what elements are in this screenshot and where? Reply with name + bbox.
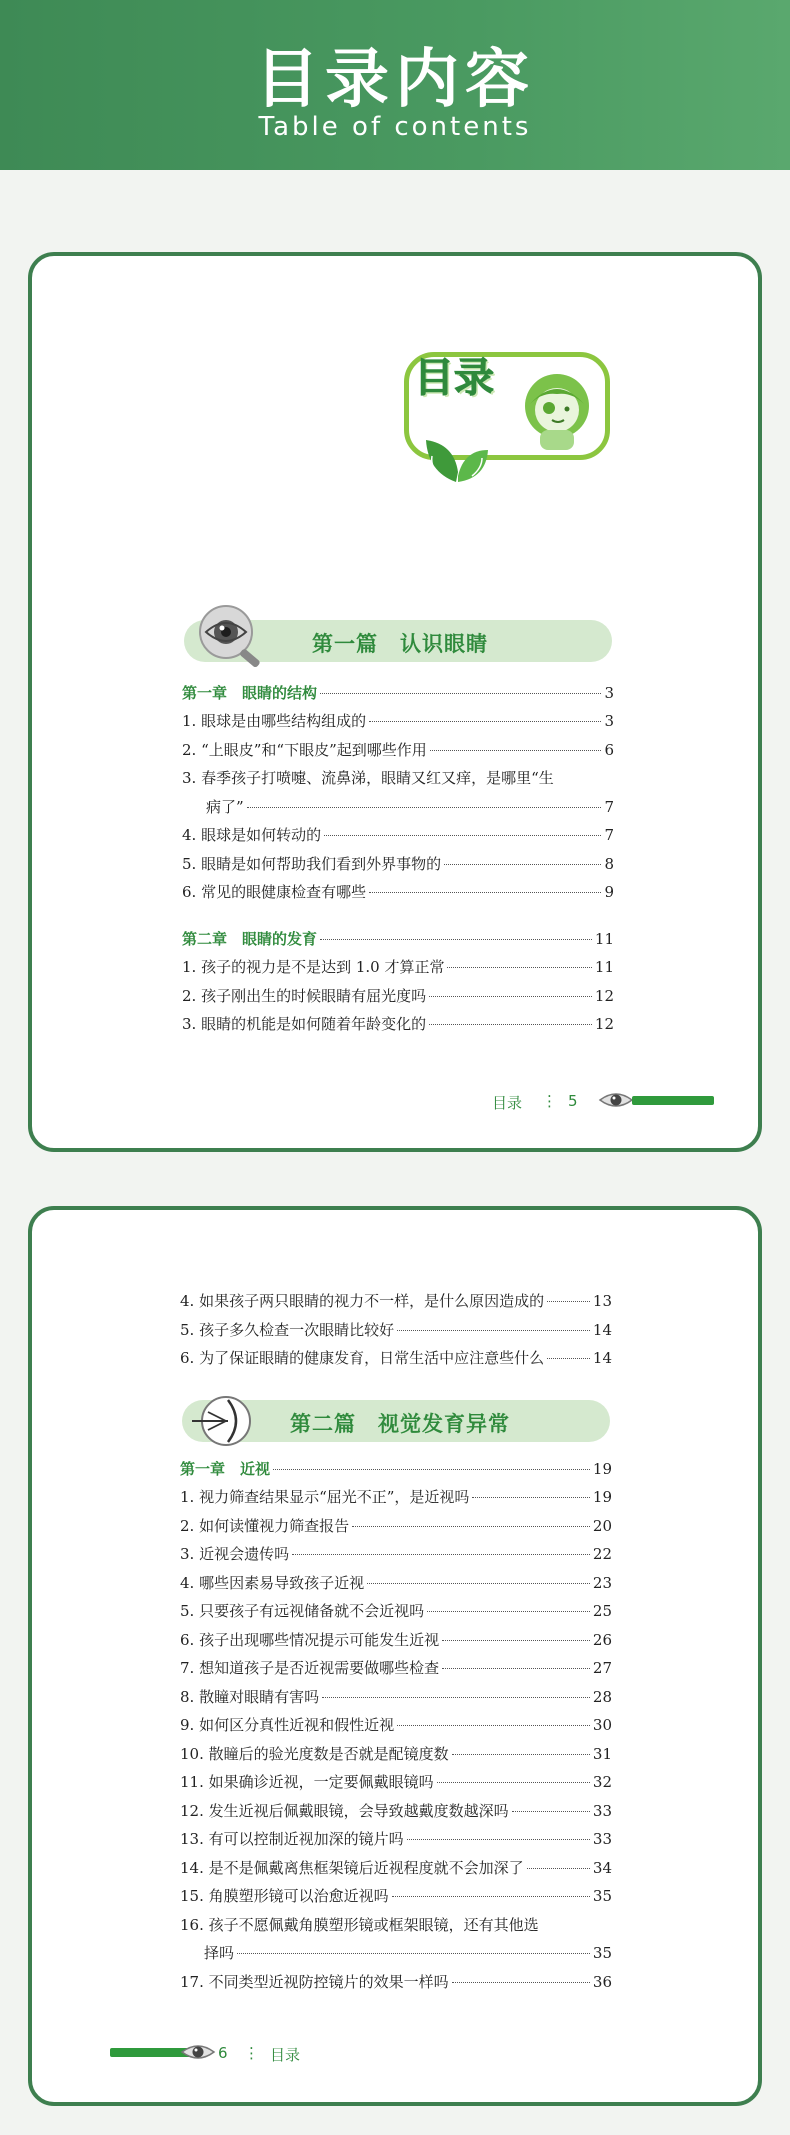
- dot-leader: [447, 967, 591, 968]
- entry-title: 11. 如果确诊近视，一定要佩戴眼镜吗: [180, 1773, 434, 1791]
- page-number: 36: [592, 1972, 612, 1991]
- page-number: 23: [592, 1573, 612, 1592]
- toc-entry-line2[interactable]: [182, 796, 614, 825]
- chapter-row[interactable]: [180, 1458, 612, 1486]
- page-number: 19: [592, 1488, 612, 1506]
- toc-entry[interactable]: [182, 956, 614, 985]
- toc-entry[interactable]: [180, 1657, 612, 1686]
- toc-page-5: [28, 252, 762, 1152]
- magnifier-eye-icon: [196, 602, 272, 668]
- footer-separator: ⋮: [244, 2044, 259, 2062]
- toc-entry[interactable]: [182, 739, 614, 768]
- dot-leader: [444, 864, 601, 865]
- footer-separator: ⋮: [542, 1092, 557, 1110]
- footer-page-number: 5: [568, 1092, 578, 1110]
- chapter-title: 第一章 眼睛的结构: [182, 684, 318, 702]
- entry-title: 14. 是不是佩戴离焦框架镜后近视程度就不会加深了: [180, 1858, 524, 1877]
- toc-entry[interactable]: [180, 1572, 612, 1601]
- logo-text: 目录: [414, 355, 494, 401]
- footer-label: 目录: [270, 2046, 301, 2064]
- toc-entry[interactable]: [182, 1013, 614, 1042]
- page-number: 14: [592, 1320, 612, 1339]
- toc-entry[interactable]: [180, 1885, 612, 1914]
- entry-title: 5. 眼睛是如何帮助我们看到外界事物的: [182, 854, 442, 873]
- page-subtitle: Table of contents: [258, 112, 532, 142]
- dot-leader: [527, 1868, 590, 1869]
- chapter-row[interactable]: [182, 928, 614, 957]
- page-number: 7: [604, 797, 614, 816]
- toc-entry[interactable]: [182, 824, 614, 853]
- entry-title: 4. 眼球是如何转动的: [182, 826, 322, 844]
- page-number: 6: [604, 740, 614, 759]
- entry-title: 3. 眼睛的机能是如何随着年龄变化的: [182, 1015, 427, 1033]
- dot-leader: [437, 1782, 590, 1783]
- dot-leader: [322, 1697, 590, 1698]
- page-number: 9: [604, 883, 614, 901]
- footer-page-number: 6: [218, 2044, 228, 2062]
- page-number: 34: [592, 1858, 612, 1877]
- dot-leader: [452, 1754, 590, 1755]
- entry-title: 5. 只要孩子有远视储备就不会近视吗: [180, 1602, 425, 1620]
- toc-entry[interactable]: [180, 1543, 612, 1572]
- page-number: 12: [594, 986, 614, 1005]
- toc-list: [180, 1458, 612, 1999]
- page-number: 25: [592, 1602, 612, 1620]
- entry-title: 13. 有可以控制近视加深的镜片吗: [180, 1830, 404, 1848]
- page-number: 27: [592, 1659, 612, 1677]
- page-number: 8: [604, 854, 614, 873]
- toc-list: [182, 682, 614, 1042]
- page-number: 30: [592, 1716, 612, 1734]
- entry-title: 1. 眼球是由哪些结构组成的: [182, 712, 367, 730]
- dot-leader: [472, 1497, 589, 1498]
- entry-title-continued: 病了”: [206, 797, 244, 816]
- dot-leader: [430, 750, 602, 751]
- toc-entry[interactable]: [180, 1600, 612, 1629]
- toc-entry[interactable]: [180, 1800, 612, 1829]
- girl-illustration-icon: [512, 364, 602, 454]
- entry-title: 5. 孩子多久检查一次眼睛比较好: [180, 1320, 395, 1339]
- toc-entry[interactable]: [182, 710, 614, 739]
- page-number: 31: [592, 1744, 612, 1763]
- dot-leader: [442, 1668, 590, 1669]
- page-number: 35: [592, 1944, 612, 1962]
- chapter-title: 第二章 眼睛的发育: [182, 929, 318, 948]
- page-number: 14: [592, 1349, 612, 1367]
- entry-title: 2. “上眼皮”和“下眼皮”起到哪些作用: [182, 740, 427, 759]
- dot-leader: [547, 1301, 590, 1302]
- footer-label: 目录: [492, 1094, 523, 1112]
- toc-entry-line1[interactable]: [180, 1914, 612, 1943]
- toc-entry[interactable]: [180, 1828, 612, 1857]
- dot-leader: [320, 939, 592, 940]
- dot-leader: [397, 1725, 590, 1726]
- dot-leader: [452, 1982, 590, 1983]
- entry-title: 12. 发生近视后佩戴眼镜，会导致越戴度数越深吗: [180, 1801, 509, 1820]
- toc-entry[interactable]: [180, 1857, 612, 1886]
- dot-leader: [512, 1811, 590, 1812]
- toc-entry[interactable]: [180, 1319, 612, 1348]
- dot-leader: [397, 1330, 590, 1331]
- entry-title: 1. 视力筛查结果显示“屈光不正”，是近视吗: [180, 1488, 470, 1506]
- entry-title: 2. 如何读懂视力筛查报告: [180, 1516, 350, 1535]
- part-title: 第一篇 认识眼睛: [312, 632, 488, 656]
- entry-title: 4. 如果孩子两只眼睛的视力不一样，是什么原因造成的: [180, 1292, 545, 1310]
- entry-title: 16. 孩子不愿佩戴角膜塑形镜或框架眼镜，还有其他选: [180, 1915, 539, 1934]
- page-number: 3: [604, 684, 614, 702]
- toc-entry[interactable]: [180, 1686, 612, 1715]
- entry-title: 6. 为了保证眼睛的健康发育，日常生活中应注意些什么: [180, 1349, 545, 1367]
- dot-leader: [273, 1469, 590, 1470]
- dot-leader: [320, 693, 601, 694]
- page-number: 7: [604, 826, 614, 844]
- page-number: 11: [594, 929, 614, 948]
- toc-entry-line1[interactable]: [182, 767, 614, 796]
- toc-entry[interactable]: [180, 1629, 612, 1658]
- toc-entry[interactable]: [180, 1515, 612, 1544]
- leaf-icon: [420, 422, 492, 492]
- entry-title: 17. 不同类型近视防控镜片的效果一样吗: [180, 1972, 449, 1991]
- entry-title: 10. 散瞳后的验光度数是否就是配镜度数: [180, 1744, 449, 1763]
- dot-leader: [367, 1583, 590, 1584]
- toc-list: [180, 1290, 612, 1376]
- entry-title: 3. 春季孩子打喷嚏、流鼻涕，眼睛又红又痒，是哪里“生: [182, 769, 554, 787]
- entry-title: 4. 哪些因素易导致孩子近视: [180, 1573, 365, 1592]
- dot-leader: [392, 1896, 590, 1897]
- dot-leader: [237, 1953, 590, 1954]
- dot-leader: [429, 996, 592, 997]
- toc-entry[interactable]: [180, 1743, 612, 1772]
- entry-title: 2. 孩子刚出生的时候眼睛有屈光度吗: [182, 986, 427, 1005]
- entry-title: 1. 孩子的视力是不是达到 1.0 才算正常: [182, 958, 445, 976]
- dot-leader: [369, 892, 601, 893]
- entry-title: 7. 想知道孩子是否近视需要做哪些检查: [180, 1659, 440, 1677]
- toc-entry[interactable]: [180, 1290, 612, 1319]
- dot-leader: [292, 1554, 590, 1555]
- page-number: 20: [592, 1516, 612, 1535]
- dot-leader: [547, 1358, 590, 1359]
- toc-entry[interactable]: [180, 1771, 612, 1800]
- dot-leader: [324, 835, 601, 836]
- toc-entry[interactable]: [180, 1347, 612, 1376]
- page-number: 28: [592, 1687, 612, 1706]
- dot-leader: [429, 1024, 592, 1025]
- lens-eye-icon: [188, 1394, 258, 1448]
- page-number: 12: [594, 1015, 614, 1033]
- dot-leader: [369, 721, 601, 722]
- entry-title: 8. 散瞳对眼睛有害吗: [180, 1687, 320, 1706]
- header-banner: [0, 0, 790, 170]
- footer-bar: [632, 1096, 714, 1105]
- page-number: 11: [594, 958, 614, 976]
- dot-leader: [352, 1526, 590, 1527]
- page-number: 26: [592, 1630, 612, 1649]
- toc-entry[interactable]: [180, 1486, 612, 1515]
- toc-entry[interactable]: [180, 1971, 612, 2000]
- entry-title: 6. 常见的眼健康检查有哪些: [182, 883, 367, 901]
- toc-entry[interactable]: [182, 985, 614, 1014]
- entry-title-continued: 择吗: [204, 1944, 235, 1962]
- part-title: 第二篇 视觉发育异常: [290, 1412, 510, 1436]
- toc-page-6: [28, 1206, 762, 2106]
- page-title: 目录内容: [255, 43, 535, 117]
- dot-leader: [247, 807, 602, 808]
- entry-title: 3. 近视会遗传吗: [180, 1545, 290, 1563]
- chapter-title: 第一章 近视: [180, 1460, 271, 1478]
- dot-leader: [427, 1611, 590, 1612]
- page-number: 13: [592, 1292, 612, 1310]
- entry-title: 9. 如何区分真性近视和假性近视: [180, 1716, 395, 1734]
- page-number: 22: [592, 1545, 612, 1563]
- page-number: 19: [592, 1460, 612, 1478]
- dot-leader: [442, 1640, 590, 1641]
- page-number: 3: [604, 712, 614, 730]
- entry-title: 15. 角膜塑形镜可以治愈近视吗: [180, 1887, 389, 1905]
- dot-leader: [407, 1839, 590, 1840]
- page-number: 33: [592, 1830, 612, 1848]
- page-number: 32: [592, 1773, 612, 1791]
- eye-icon: [180, 2042, 216, 2062]
- toc-entry-line2[interactable]: [180, 1942, 612, 1971]
- toc-entry[interactable]: [182, 881, 614, 910]
- toc-entry[interactable]: [182, 853, 614, 882]
- toc-entry[interactable]: [180, 1714, 612, 1743]
- page-number: 35: [592, 1887, 612, 1905]
- chapter-row[interactable]: [182, 682, 614, 710]
- page-number: 33: [592, 1801, 612, 1820]
- entry-title: 6. 孩子出现哪些情况提示可能发生近视: [180, 1630, 440, 1649]
- eye-icon: [598, 1090, 634, 1110]
